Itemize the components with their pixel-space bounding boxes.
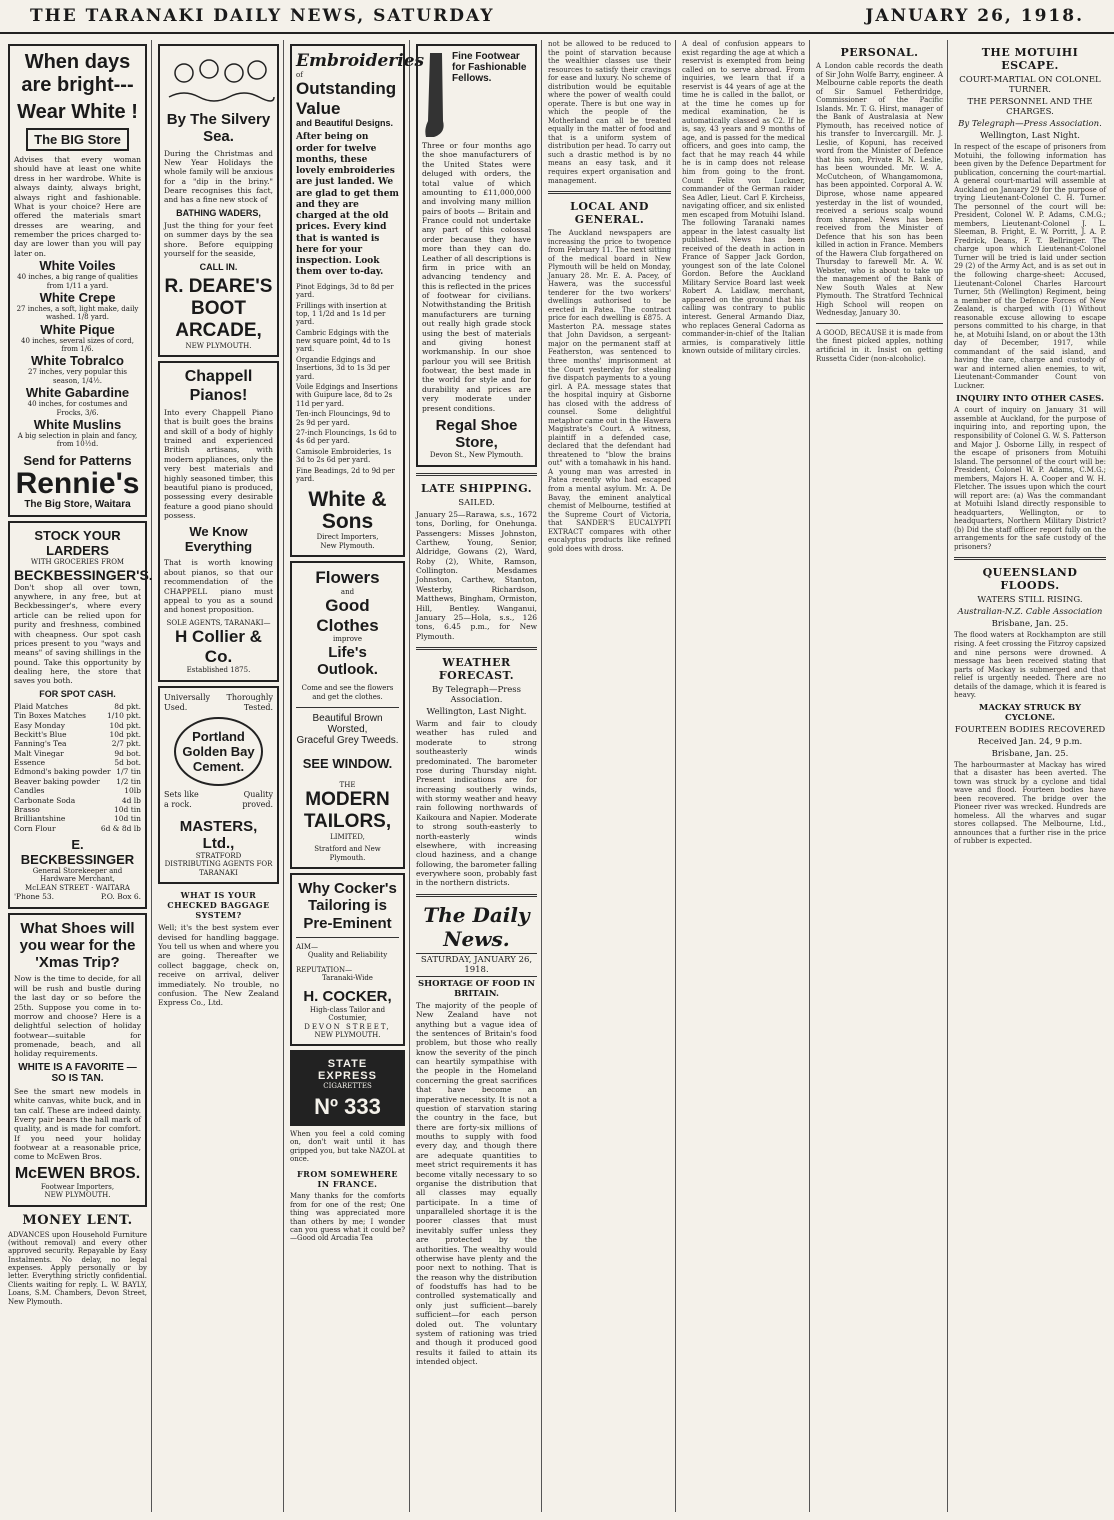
flowers-h4: improve [332, 635, 362, 644]
beckbessinger-ad [8, 521, 153, 908]
price-row: Beaver baking powder 1/2 tin [14, 776, 141, 786]
inquiry-title: INQUIRY INTO OTHER CASES. [956, 394, 1104, 405]
chappell-ad [158, 361, 279, 681]
shipping-title: LATE SHIPPING. [420, 481, 533, 495]
white-sons-foot1: Direct Importers, [316, 533, 379, 542]
emb-line: Fine Beadings, 2d to 9d per yard. [296, 466, 395, 483]
motuihi-title: THE MOTUIHI ESCAPE. [981, 46, 1079, 72]
deare-headline: By The Silvery Sea. [166, 111, 271, 146]
emb-line: Camisole Embroideries, 1s 3d to 2s 6d per yard. [296, 447, 392, 465]
regal-headline: Fine Footwear for Fashionable Fellows. [452, 51, 527, 84]
beck-spot: FOR SPOT CASH. [39, 688, 116, 699]
editorial-title: SHORTAGE OF FOOD IN BRITAIN. [418, 978, 535, 999]
column-8 [950, 40, 1110, 1512]
white-sons-foot2: New Plymouth. [320, 541, 375, 550]
cocker-rep2: Taranaki-Wide [322, 974, 373, 983]
tailors-foot: Stratford and New Plymouth. [314, 845, 381, 862]
cement-name: Portland Golden Bay Cement. [182, 728, 255, 774]
price-row: Plaid Matches 8d pkt. [14, 701, 141, 711]
price-list [14, 702, 141, 833]
weather-dateline: Wellington, Last Night. [426, 707, 527, 718]
item-desc: A big selection in plain and fancy, from 10½d. [17, 432, 138, 449]
cocker-aim2: Quality and Reliability [307, 951, 388, 960]
regal-body: Three or four months ago the shoe manufacturers of the United States were deluged with orders, the total value of which amounting to £11,000,000 and involving many million pairs of boots — Britain and France could not undertake any part of this colossal order because they have more than they can do. Leather of all descriptions is firm in price with an advancing tendency and this is reflected in the prices of footwear for civilians. Notwithstanding the British manufacturers are turning out really high grade stock using the best of materials and giving honest workmanship. In our shoe parlour you will see British footwear, the best made in the world for style and for durability and prices are very moderate under present conditions. [422, 141, 531, 413]
france-body: Many thanks for the comforts from for one of the rest; One thing was appreciated more than others by me; I wonder can you guess what it could be? —Good old Arcadia Tea [290, 1192, 405, 1243]
cement-row: Used. Tested. [164, 702, 273, 712]
ad-headline: When days are bright--- [21, 51, 134, 96]
price-row: Candles 10lb [14, 786, 141, 796]
rennies-foot: The Big Store, Waitara [24, 499, 131, 511]
chappell-body: Into every Chappell Piano that is built goes the brains and skill of a body of highly trained and experienced British artisans, with modern appliances, only the very best materials and highly seasoned timber, this beautiful piano is produced, possessing every desirable feature a good piano should possess. [164, 407, 273, 521]
white-sons-name: White & Sons [308, 488, 387, 534]
motuihi-tele: By Telegraph—Press Association. [958, 119, 1102, 129]
emb-line: 27-inch Flouncings, 1s 6d to 4s 6d per yard. [296, 428, 397, 446]
local-general-body: The Auckland newspapers are increasing the price to twopence from February 11. The next sitting of the medical board in New Plymouth will be held on Monday, January 28. Mr. E. A. Pacey, of Hawera, was the successful tenderer for the two workers' dwellings authorised to be erected in Patea. The contract price for each dwelling is £875. A Masterton P.A. message states that John Davidson, a sergeant-major on the permanent staff at Featherston, was sentenced to three months' imprisonment at the Court yesterday for stealing five dispatch payments to a young girl. A P.A. message states that the hospital inquiry at Gisborne has closed with the address of counsel. Some delightful metaphor came out in the Hawera Magistrate's Court. A witness, plaintiff in a defended case, declared that the defendant had threatened to "blow the brains out" with a tomahawk in his hand. A young man was arrested in Patea recently who had escaped from a mental asylum. Mr. A. De Bavay, the eminent analytical chemist of Melbourne, testified at the Supreme Court of Victoria, that SANDER'S EUCALYPTI EXTRACT compares with other eucalyptus products like refined gold does with dross. [548, 229, 671, 553]
deare-body-2: Just the thing for your feet on summer days by the sea shore. Before equipping yourself for the seaside, [164, 220, 273, 258]
deare-body: During the Christmas and New Year Holidays the whole family will be anxious for a "dip in the briny." Deare recognises this fact, and has a fine new stock of [164, 148, 273, 205]
money-title: MONEY LENT. [22, 1212, 133, 1228]
beck-contact: 'Phone 53. P.O. Box 6. [14, 892, 141, 902]
cement-ad [158, 686, 279, 885]
emb-line: Pinot Edgings, 3d to 8d per yard. [296, 282, 394, 300]
baggage-body: Well; it's the best system ever devised for handling baggage. You tell us when and where you are going. Thereafter we collect baggage, check on, receive on arrival, deliver immediately. No trouble, no confusion. The New Zealand Express Co., Ltd. [158, 923, 279, 1008]
emb-sub: and Beautiful Designs. [296, 118, 394, 129]
item-desc: 40 inches, several sizes of cord, from 1/6. [20, 336, 134, 354]
big-store-tag: The BIG Store [26, 128, 129, 151]
price-row: Brilliantshine 10d tin [14, 814, 141, 824]
beck-foot2: McLEAN STREET · WAITARA [25, 883, 130, 892]
cider-ad: A GOOD, BECAUSE it is made from the finest picked apples, nothing artificial in it. Insist on getting Russetta Cider (non-alcoholic). [816, 328, 943, 363]
state-express-name: STATE EXPRESS [318, 1058, 377, 1083]
column-2 [154, 40, 284, 1512]
emb-headline: Embroideries [296, 51, 425, 71]
price-row: Edmond's baking powder 1/7 tin [14, 767, 141, 777]
cocker-foot1: High-class Tailor and Costumier, [309, 1005, 386, 1023]
column-6 [678, 40, 810, 1512]
emb-line: Cambric Edgings with the new square point, 4d to 1s yard. [296, 328, 391, 354]
queensland-cable: Australian-N.Z. Cable Association [957, 607, 1103, 618]
price-row: Easy Monday 10d pkt. [14, 720, 141, 730]
beck-body: Don't shop all over town, anywhere, in any free, but at Beckbessinger's, where every article can be relied upon for purity and freshness, combined with cheapness. Our spot cash prices present to you "ways and means" of saving shillings in the pound. Take this opportunity by dealing here, the store that saves you both. [14, 582, 141, 686]
flowers-h2: and [340, 587, 355, 596]
shoes-body: Now is the time to decide, for all will be rush and bustle during the last day or so before the 25th. Suppose you come in to-morrow and choose? Here is a delightful selection of holiday footwear—suitable for promenade, beach, and all holiday requirements. [14, 974, 141, 1059]
send-patterns: Send for Patterns [23, 452, 132, 468]
bathers-icon [164, 53, 274, 109]
cement-row: a rock. proved. [164, 799, 273, 809]
regal-top [422, 51, 531, 141]
deare-bath: BATHING WADERS, [176, 207, 261, 218]
weather-body: Warm and fair to cloudy weather has ruled and moderate to strong southeasterly winds predominated. The barometer rose during Thursday night. Present indications are for increasing southerly winds, with stormy weather and heavy rain following northwards of Kaikoura and Napier. Moderate to strong south-easterly to north-easterly winds elsewhere, with increasing cloud haziness, and a change following, the barometer falling everywhere soon, probably fast in the northern districts. [416, 719, 537, 888]
flowers-h7: Graceful Grey Tweeds. [296, 734, 399, 746]
motuihi-sub1: COURT-MARTIAL ON COLONEL TURNER. [959, 75, 1101, 95]
cocker-foot2: DEVON STREET, [304, 1022, 391, 1031]
masters-name: MASTERS, Ltd., [179, 817, 258, 852]
emb-line: Voile Edgings and Insertions with Guipure lace, 8d to 2s 11d per yard. [296, 383, 398, 408]
chappell-headline: Chappell Pianos! [184, 368, 253, 404]
white-sons-ad [290, 44, 425, 557]
see-window: SEE WINDOW. [302, 755, 393, 771]
masters-town: STRATFORD [195, 852, 242, 861]
emb-list [296, 283, 399, 484]
mcewen-foot1: Footwear Importers, [40, 1182, 115, 1191]
motuihi-sub2: THE PERSONNEL AND THE CHARGES. [967, 97, 1093, 117]
cocker-ad [290, 873, 405, 1046]
tailors-the: THE [339, 780, 356, 789]
white-items [14, 258, 141, 449]
item-name: White Tobralco [31, 353, 124, 369]
personal-body: A London cable records the death of Sir John Wolfe Barry, engineer. A Melbourne cable reports the death of Sir Samuel Fetherdridge, Commissioner of the Pacific Islands. Mr. T. G. Hirst, manager of the Bank of Australasia at New Plymouth, has received notice of his transfer to Invercargill. Mr. J. Leslie, of Kopuni, has received word from the Minister of Defence that his son, Private R. N. Leslie, has been wounded. Mr. W. A. McCutcheon, of Whangamomona, has been appointed. Corporal A. W. Diprose, whose name appeared yesterday in the list of wounded, received a serious scalp wound from shrapnel. News has been received from the Minister of Defence that his son has been killed in action in France. Members of the Hawera Club forgathered on Thursday to farewell Mr. A. W. Webster, who is about to take up the management of the Bank of New South Wales at New Plymouth. The Stratford Technical High School will reopen on Wednesday, January 30. [816, 62, 943, 318]
price-row: Corn Flour 6d & 8d lb [14, 823, 141, 833]
mcewen-foot2: NEW PLYMOUTH. [44, 1191, 111, 1200]
weather-title: WEATHER FORECAST. [438, 656, 515, 683]
masthead-title: THE TARANAKI DAILY NEWS, SATURDAY [30, 6, 495, 26]
price-row: Tin Boxes Matches 1/10 pkt. [14, 711, 141, 721]
item-name: White Gabardine [25, 385, 130, 401]
emb-line: Frillings with insertion at top, 1 1/2d and 1s 1d per yard. [296, 301, 387, 327]
price-row: Brasso 10d tin [14, 804, 141, 814]
flowers-h6: Beautiful Brown Worsted, [312, 712, 383, 735]
mackay-dateline: Brisbane, Jan. 25. [991, 748, 1069, 759]
rennies-name: Rennie's [15, 466, 140, 500]
cocker-name: H. COCKER, [303, 988, 392, 1006]
column-5 [544, 40, 676, 1512]
price-row: Malt Vinegar 9d bot. [14, 748, 141, 758]
beck-sub: WITH GROCERIES FROM [30, 558, 125, 567]
cocker-aim: AIM— [296, 942, 318, 951]
big-store-ad [8, 44, 147, 517]
nazol-ad: When you feel a cold coming on, don't wait until it has gripped you, but take NAZOL at once. [290, 1129, 405, 1163]
state-express-num: Nº 333 [314, 1093, 381, 1119]
column-4 [412, 40, 542, 1512]
cement-row: Sets like Quality [164, 789, 273, 799]
regal-shoe-ad [416, 44, 537, 467]
bathers-illustration [164, 51, 273, 111]
flowers-h1: Flowers [315, 568, 380, 588]
beck-footname: E. BECKBESSINGER [20, 837, 135, 868]
personal-title: PERSONAL. [840, 46, 919, 59]
mackay-body: The harbourmaster at Mackay has wired that a disaster has been averted. The town was struck by a cyclone and tidal wave and flood. Fourteen bodies have been recovered. The bridge over the Pioneer river was wrecked. Hundreds are homeless. All the wharves and sugar stores collapsed. The Melbourne, Ltd., announces that a further rise in the price of rubber is expected. [954, 760, 1106, 846]
tailors-ltd: LIMITED, [330, 832, 365, 841]
deare-ad [158, 44, 279, 357]
item-name: White Crepe [39, 289, 116, 305]
queensland-sub: WATERS STILL RISING. [977, 595, 1083, 606]
flowers-h3: Good Clothes [316, 596, 379, 635]
deare-callin: CALL IN. [199, 262, 238, 273]
ad-body: Advises that every woman should have at least one white dress in her wardrobe. White is always dainty, always bright, always right and fashionable. What is your choice? Here are offered the materials smart dresses are wearing, and remember the prices charged to-day are lower than you will pay later on. [14, 155, 141, 258]
column-7 [812, 40, 948, 1512]
editorial-continued: not be allowed to be reduced to the point of starvation because the wealthier classes use their resources to satisfy their cravings for ease and luxury. No scheme of distribution would be equitable where the power of wealth could operate. There is but one way in which the people of the Motherland can all be treated equally in the matter of food and that is a uniform system of distribution per head. To carry out such a drastic method is by no means an easy task, and it requires expert organisation and management. [548, 40, 671, 185]
shoes-headline: What Shoes will you wear for the 'Xmas Trip? [19, 919, 136, 972]
item-desc: 40 inches, for costumes and Frocks, 3/6. [27, 400, 128, 417]
emb-of: of [296, 71, 303, 79]
price-row: Carbonate Soda 4d lb [14, 795, 141, 805]
regal-name: Regal Shoe Store, [435, 416, 518, 452]
chappell-sub: We Know Everything [184, 524, 253, 555]
deare-name: R. DEARE'S BOOT ARCADE, [164, 276, 273, 341]
shipping-body: January 25—Rarawa, s.s., 1672 tons, Dorling, for Onehunga. Passengers: Misses Johnston, Carthew, Young, Senior, Aldridge, Gowans (2), Ward, Roby (2), White, Ramson, Collington. Mesdames Johnston, Carthew, Stanton, Westerby, Richardson, Matthews, Bingham, Ormiston, Hill, Bentley. Wanganui, January 25—Hola, s.s., 126 tons, 6.45 p.m., for New Plymouth. [416, 509, 537, 641]
baggage-title: WHAT IS YOUR CHECKED BAGGAGE SYSTEM? [167, 890, 270, 921]
weather-tele: By Telegraph—Press Association. [431, 685, 522, 706]
mackay-sub: FOURTEEN BODIES RECOVERED [954, 724, 1106, 735]
france-title: FROM SOMEWHERE IN FRANCE. [296, 1169, 399, 1190]
paper-nameplate: The Daily News. [423, 902, 530, 951]
regal-foot: Devon St., New Plymouth. [429, 451, 524, 460]
queensland-title: QUEENSLAND FLOODS. [982, 566, 1078, 593]
emb-line: Ten-inch Flouncings, 9d to 2s 9d per yard. [296, 410, 391, 427]
price-row: Essence 5d bot. [14, 758, 141, 768]
shoes-sub: WHITE IS A FAVORITE — SO IS TAN. [18, 1061, 137, 1084]
beck-foot1: General Storekeeper and Hardware Merchant, [32, 867, 123, 884]
flowers-body: Come and see the flowers and get the clothes. [301, 684, 394, 701]
shoes-body-2: See the smart new models in white canvas, white buck, and in tan calf. These are indeed dainty. Every pair bears the hall mark of quality, and is made for comfort. If you need your holiday footwear at a reasonable price, come to McEwen Bros. [14, 1086, 141, 1162]
price-row: Beckitt's Blue 10d pkt. [14, 729, 141, 739]
motuihi-dateline: Wellington, Last Night. [980, 131, 1080, 141]
flowers-h5: Life's Outlook. [317, 643, 378, 678]
state-express-ad [290, 1050, 405, 1125]
item-name: White Voiles [39, 258, 116, 274]
tailors-name: MODERN TAILORS, [303, 789, 392, 833]
column-1 [4, 40, 152, 1512]
item-name: White Muslins [33, 417, 122, 433]
beck-headline: STOCK YOUR LARDERS [34, 528, 121, 559]
shipping-sailed: SAILED. [458, 497, 495, 508]
modern-tailors-ad [290, 561, 405, 869]
motuihi-body: In respect of the escape of prisoners from Motuihi, the following information has been given by the Defence Department for publication, concerning the court-martial. A general court-martial will assemble at Auckland on January 29 for the purpose of trying Lieutenant-Colonel C. H. Turner. The personnel of the court will be: President, Colonel W. P. Adams, C.M.G.; members, Lieutenant-Colonel J. L. Sleeman, B. Fright, E. W. Porritt, J. A. P. Fredrick, Deans, F. T. Bellringer. The charge upon which Lieutenant-Colonel Turner will be tried is laid under section 29 (2) of the Army Act, and is as set out in the following charge-sheet: Accused, Lieutenant-Colonel Charles Harcourt Turner, 5th (Wellington) Regiment, being a member of the Defence Forces of New Zealand, is charged with (1) Without reasonable excuse allowing to escape persons committed to his charge, in that he, at Motuihi Island, on or about the 13th day of December, 1917, while commandant of the said island, and having the care, charge and custody of war and interned alien enemies, to wit, Lieutenant-Commander Count von Luckner. [954, 143, 1106, 390]
masthead [0, 0, 1114, 34]
boot-icon [422, 51, 448, 141]
collier-est: Established 1875. [186, 666, 251, 675]
mcewen-ad [8, 913, 147, 1207]
cocker-headline: Why Cocker's Tailoring is Pre-Eminent [298, 880, 397, 932]
money-body: ADVANCES upon Household Furniture (without removal) and every other approved security. Repayable by Easy Instalments. No delay, no legal expenses. Apply personally or by letter. Everything strictly confidential. Clients waiting for reply. L. W. BAYLY, Loans, S.M. Chambers, Devon Street, New Plymouth. [8, 1230, 147, 1306]
item-desc: 40 inches, a big range of qualities from 1/11 a yard. [17, 273, 138, 290]
queensland-body: The flood waters at Rockhampton are still rising. A feet crossing the Fitzroy capsized and nine persons were drowned. A message has been received stating that parts of Mackay is submerged and that relief is urgently needed. There are no details of the damage, which it is feared is heavy. [954, 631, 1106, 700]
mcewen-name: McEWEN BROS. [14, 1164, 141, 1182]
masthead-date: JANUARY 26, 1918. [865, 6, 1084, 26]
item-desc: 27 inches, very popular this season, 1/4½. [28, 368, 127, 385]
local-general-title: LOCAL AND GENERAL. [570, 200, 649, 227]
inquiry-body: A court of inquiry on January 31 will assemble at Auckland, for the purpose of inquiring into, and reporting upon, the responsibility of Colonel G. W. S. Patterson and Major J. Osborne Lilly, in respect of the escape of prisoners from Motuihi Island. The personnel of the court will be: President, Colonel W. P. Adams, C.M.G.; members, Majors H. A. Cooper and W. H. Fletcher. The issues upon which the court will report are: (a) Was the commandant at Motuihi Island directly responsible to headquarters, Wellington, or to headquarters, Northern Military District? (b) Did the staff officer report fully on the arrangements for the safe custody of the prisoners? [954, 406, 1106, 551]
price-row: Fanning's Tea 2/7 pkt. [14, 739, 141, 749]
beck-name: BECKBESSINGER'S. [14, 566, 153, 583]
item-desc: 27 inches, a soft, light make, daily washed. 1/8 yard. [16, 304, 139, 322]
collier-name: H Collier & Co. [175, 627, 262, 666]
cement-row: Universally Thoroughly [164, 692, 273, 702]
cocker-foot3: NEW PLYMOUTH. [314, 1030, 381, 1039]
deare-foot: NEW PLYMOUTH. [185, 341, 252, 350]
chappell-agents: SOLE AGENTS, TARANAKI— [166, 618, 271, 627]
chappell-body-2: That is worth knowing about pianos, so that our recommendation of the CHAPPELL piano must appeal to you as a sound and honest proposition. [164, 558, 273, 615]
emb-value: Outstanding Value [296, 79, 397, 118]
mackay-received: Received Jan. 24, 9 p.m. [977, 736, 1083, 747]
column-6-body: A deal of confusion appears to exist regarding the age at which a reservist is exempted from being called on to serve abroad. From inquiries, we learn that if a reservist is 44 years of age at the time he is called in the ballot, or at the time he comes up for medical examination, he is automatically classed as C2. If he is, say, 43 years and 9 months of age, and is passed for the medical officers, and goes into camp, the fact that he may reach 44 while he is in camp does not release him from going to the front. Count Felix von Luckner, commander of the German raider Sea Adler, Lieut. Carl F. Kircheiss, navigating officer, and six enlisted men escaped from Motuihi Island. The following Taranaki names appear in the latest casualty list published. News has been received of the death in action in France of Sapper Jack Gordon, youngest son of the late Colonel Gordon. Before the Auckland Military Service Board last week Robert A. Laidlaw, merchant, appeared on the ground that his calling was contrary to public interest. General Armando Diaz, who replaces General Cadorna as commander-in-chief of the Italian armies, is comparatively little known outside of military circles. [682, 40, 805, 356]
mackay-title: MACKAY STRUCK BY CYCLONE. [978, 702, 1082, 723]
editorial-body: The majority of the people of New Zealand have not anything but a vague idea of the sentences of Britain's food problem, but those who really know the severity of the pinch can heartily sympathise with the people in the Homeland concerning the great sacrifices that have become an imperative necessity. It is not a question of starvation staring the country in the face, but there are forty-six millions of mouths to supply with food every day, and though there are adequate quantities to meet strict requirements it has become vitally necessary to so organise the distribution that all classes may equally participate. In a time of unparalleled shortage it is the poorer classes that must inevitably suffer unless they are protected by the authorities. The wealthy would otherwise have plenty and the poor next to nothing. That is the reason why the distribution of foodstuffs has had to be controlled systematically and only just sufficient—barely sufficient—for each person doled out. The voluntary system of rationing was tried and though it produced good results it failed to attain its intended object. [416, 1000, 537, 1367]
emb-body: After being on order for twelve months, these lovely embroideries are just landed. We are glad to get them and they are charged at the old prices. Every kind that is wanted is here for your inspection. Look them over to-day. [296, 132, 399, 278]
item-name: White Pique [40, 321, 115, 337]
queensland-dateline: Brisbane, Jan. 25. [991, 619, 1069, 630]
cocker-rep: REPUTATION— [296, 965, 353, 974]
cement-oval [174, 717, 263, 786]
emb-line: Organdie Edgings and Insertions, 3d to 1s 3d per yard. [296, 355, 390, 381]
masters-foot: DISTRIBUTING AGENTS FOR TARANAKI [164, 860, 273, 877]
state-express-sub: CIGARETTES [323, 1082, 372, 1091]
paper-date: SATURDAY, JANUARY 26, 1918. [416, 953, 537, 977]
ad-headline-2: Wear White ! [17, 101, 138, 123]
column-3 [286, 40, 425, 1512]
